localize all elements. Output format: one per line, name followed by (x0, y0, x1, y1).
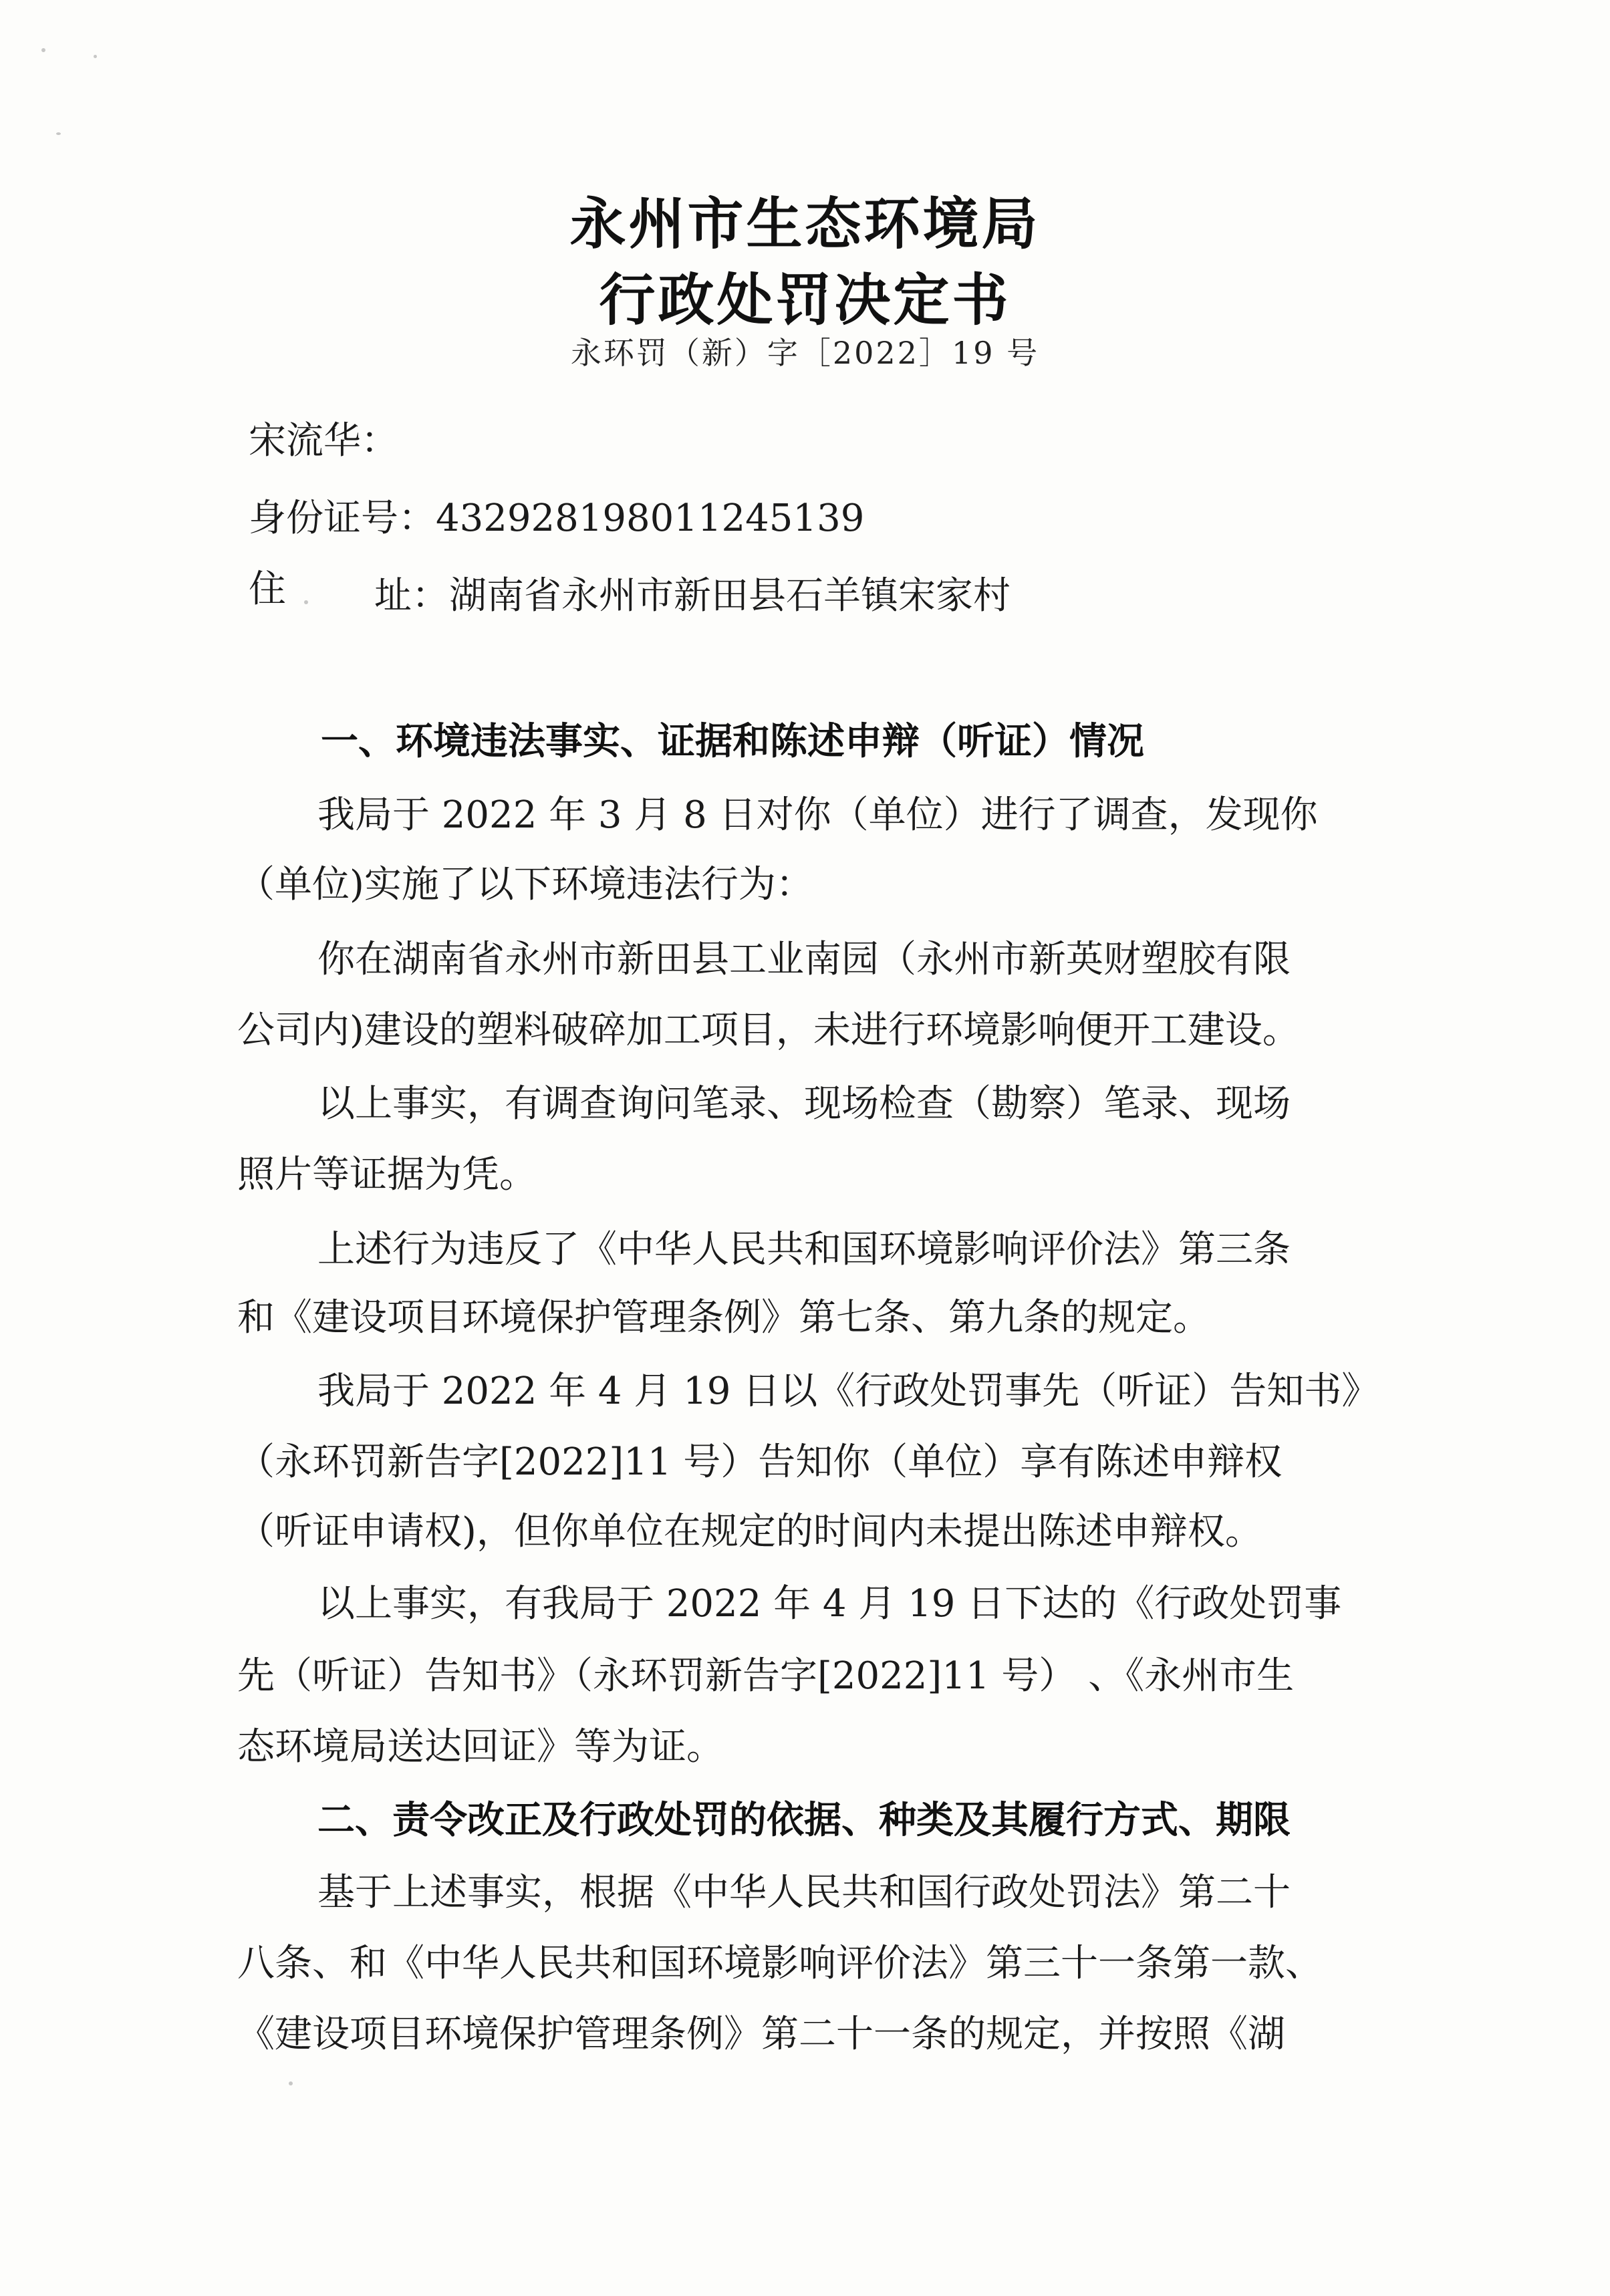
section1-line: 照片等证据为凭。 (237, 1153, 537, 1196)
scan-speck (41, 48, 45, 52)
section1-line: 你在湖南省永州市新田县工业南园（永州市新英财塑胶有限 (317, 938, 1291, 981)
section1-line: 态环境局送达回证》等为证。 (237, 1725, 724, 1769)
document-title-agency: 永州市生态环境局 (569, 191, 1041, 257)
section1-heading: 一、环境违法事实、证据和陈述申辩（听证）情况 (321, 720, 1144, 763)
section1-line: 我局于 2022 年 3 月 8 日对你（单位）进行了调查，发现你 (317, 793, 1318, 837)
section1-line: 和《建设项目环境保护管理条例》第七条、第九条的规定。 (237, 1296, 1210, 1340)
scan-speck (289, 2081, 293, 2085)
document-title-type: 行政处罚决定书 (599, 267, 1011, 333)
section1-line: 先（听证）告知书》（永环罚新告字[2022]11 号） 、《永州市生 (237, 1654, 1295, 1698)
party-id-number: 身份证号：432928198011245139 (249, 497, 865, 540)
party-name: 宋流华： (249, 419, 398, 463)
section1-line: （永环罚新告字[2022]11 号）告知你（单位）享有陈述申辩权 (237, 1440, 1283, 1484)
party-address-label: 住 (249, 567, 286, 611)
party-address: 址：湖南省永州市新田县石羊镇宋家村 (374, 574, 1011, 618)
section1-line: （听证申请权)，但你单位在规定的时间内未提出陈述申辩权。 (237, 1510, 1262, 1553)
section1-line: （单位)实施了以下环境违法行为： (237, 863, 813, 906)
section1-line: 以上事实，有我局于 2022 年 4 月 19 日下达的《行政处罚事 (317, 1582, 1342, 1626)
section2-line: 《建设项目环境保护管理条例》第二十一条的规定，并按照《湖 (237, 2013, 1285, 2056)
section2-heading: 二、责令改正及行政处罚的依据、种类及其履行方式、期限 (317, 1799, 1291, 1842)
section1-line: 我局于 2022 年 4 月 19 日以《行政处罚事先（听证）告知书》 (317, 1370, 1379, 1413)
section1-line: 上述行为违反了《中华人民共和国环境影响评价法》第三条 (317, 1228, 1291, 1271)
scan-speck (304, 600, 308, 604)
scan-speck (56, 132, 61, 135)
section2-line: 八条、和《中华人民共和国环境影响评价法》第三十一条第一款、 (237, 1942, 1323, 1985)
section1-line: 以上事实，有调查询问笔录、现场检查（勘察）笔录、现场 (317, 1082, 1291, 1126)
document-number: 永环罚（新）字［2022］19 号 (570, 335, 1040, 371)
scan-speck (94, 55, 97, 58)
section2-line: 基于上述事实，根据《中华人民共和国行政处罚法》第二十 (317, 1871, 1291, 1914)
section1-line: 公司内)建设的塑料破碎加工项目，未进行环境影响便开工建设。 (237, 1009, 1300, 1052)
